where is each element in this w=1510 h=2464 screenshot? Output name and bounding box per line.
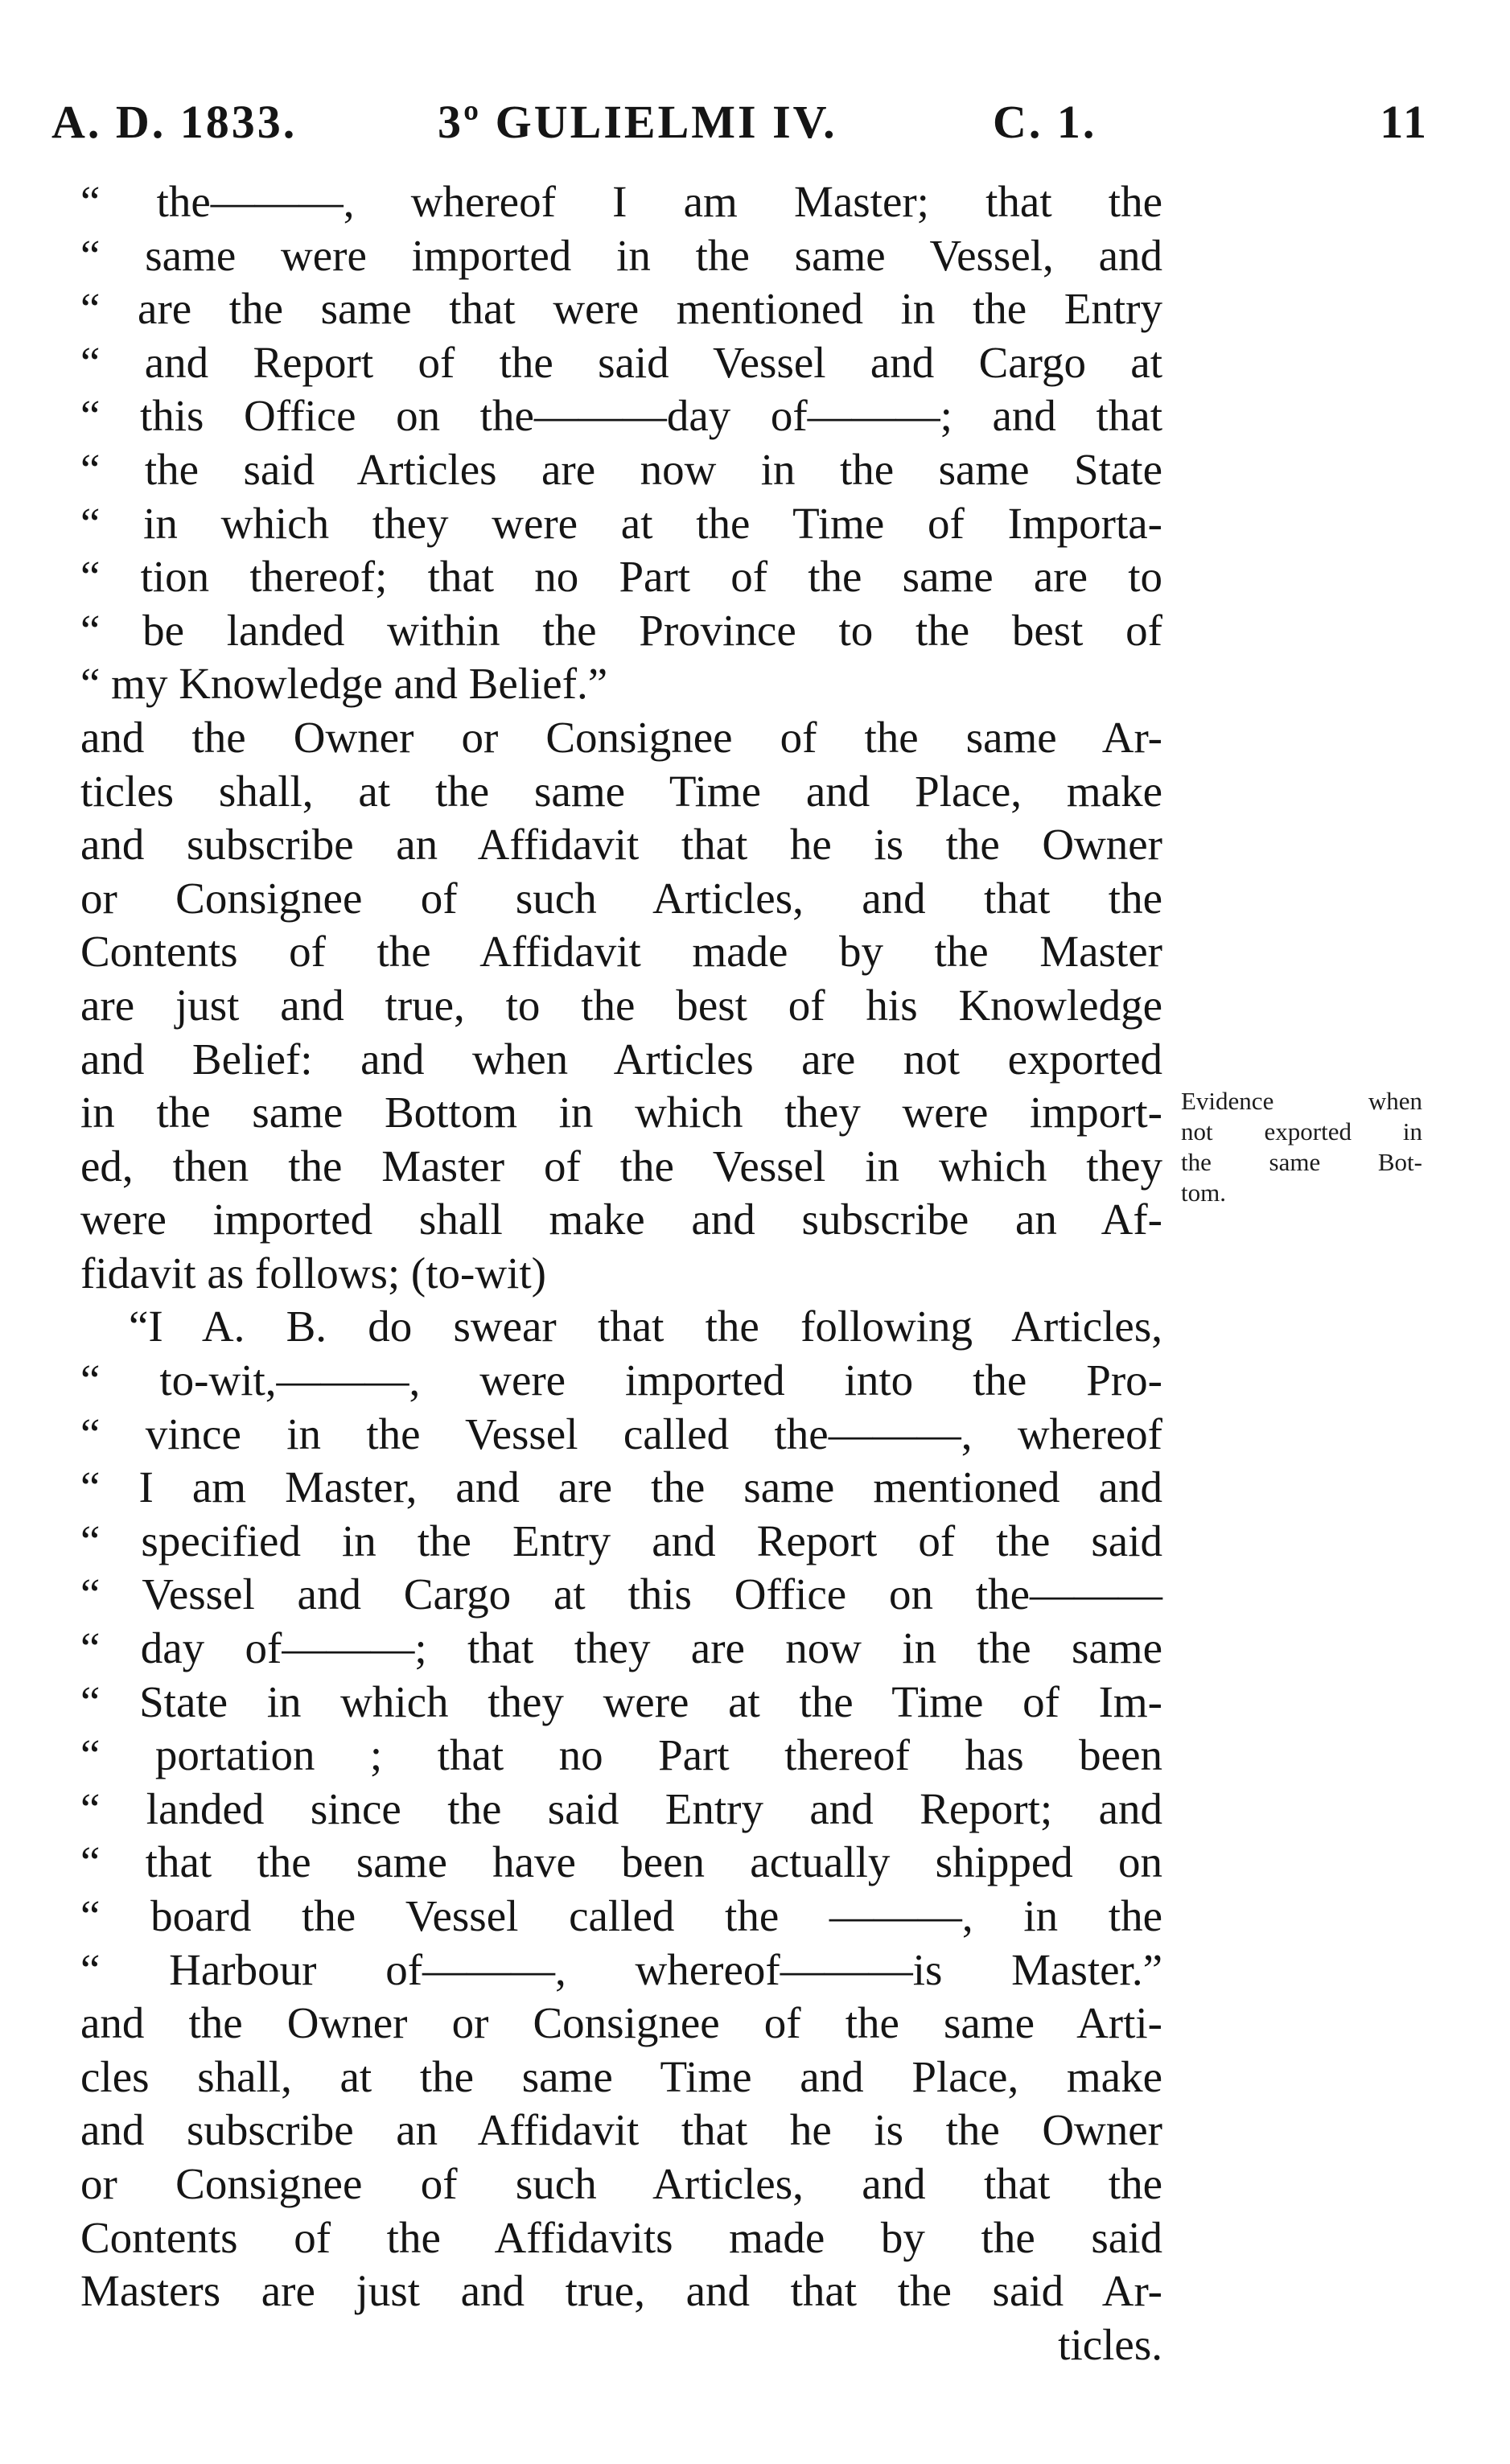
text-line: and the Owner or Consignee of the same Arti- — [80, 1998, 1162, 2048]
margin-note-line: the same Bot- — [1181, 1148, 1422, 1176]
text-line: or Consignee of such Articles, and that the — [80, 873, 1162, 923]
text-line: “ vince in the Vessel called the———, whereof — [80, 1409, 1162, 1458]
text-line: “ specified in the Entry and Report of the said — [80, 1516, 1162, 1565]
text-line: “ that the same have been actually shipped on — [80, 1837, 1162, 1887]
text-line: “ portation ; that no Part thereof has been — [80, 1730, 1162, 1780]
text-line: “ are the same that were mentioned in the Entry — [80, 284, 1162, 334]
text-line: fidavit as follows; (to-wit) — [80, 1248, 546, 1298]
text-line: or Consignee of such Articles, and that the — [80, 2158, 1162, 2208]
text-line: “ Harbour of———, whereof———is Master.” — [80, 1944, 1162, 1994]
text-line: “ State in which they were at the Time of Im- — [80, 1676, 1162, 1726]
margin-note-line: Evidence when — [1181, 1087, 1422, 1115]
text-line: “ my Knowledge and Belief.” — [80, 659, 608, 709]
header-reign: 3º GULIELMI IV. — [438, 96, 837, 148]
page-number: 11 — [1380, 96, 1429, 148]
header-year: A. D. 1833. — [51, 96, 298, 148]
text-line: “ board the Vessel called the ———, in the — [80, 1891, 1162, 1940]
text-line: “ tion thereof; that no Part of the same are to — [80, 552, 1162, 602]
text-line: “ to-wit,———, were imported into the Pro- — [80, 1355, 1162, 1405]
margin-note — [1181, 1086, 1422, 1208]
header-chapter: C. 1. — [993, 96, 1097, 148]
text-line: “ be landed within the Province to the best of — [80, 605, 1162, 655]
text-line: and subscribe an Affidavit that he is the Owner — [80, 2105, 1162, 2155]
text-line: were imported shall make and subscribe an Af- — [80, 1195, 1162, 1244]
text-line: “ Vessel and Cargo at this Office on the——— — [80, 1569, 1162, 1619]
text-line: cles shall, at the same Time and Place, make — [80, 2051, 1162, 2101]
text-line: and Belief: and when Articles are not exported — [80, 1034, 1162, 1084]
text-line: “ this Office on the———day of———; and that — [80, 391, 1162, 441]
text-line: “ same were imported in the same Vessel, and — [80, 230, 1162, 280]
margin-note-line: not exported in — [1181, 1117, 1422, 1146]
text-line: ed, then the Master of the Vessel in which they — [80, 1141, 1162, 1191]
text-line: “ day of———; that they are now in the same — [80, 1623, 1162, 1673]
text-line: and the Owner or Consignee of the same Ar- — [80, 712, 1162, 762]
text-line: ticles shall, at the same Time and Place, make — [80, 766, 1162, 816]
text-line: “ landed since the said Entry and Report; and — [80, 1783, 1162, 1833]
text-line: “ the———, whereof I am Master; that the — [80, 177, 1162, 226]
text-line: are just and true, to the best of his Knowledge — [80, 980, 1162, 1030]
text-line: “ I am Master, and are the same mentioned and — [80, 1462, 1162, 1512]
text-line: Masters are just and true, and that the said Ar- — [80, 2266, 1162, 2316]
text-line: “ in which they were at the Time of Importa- — [80, 498, 1162, 548]
text-line: Contents of the Affidavit made by the Master — [80, 927, 1162, 977]
text-line: Contents of the Affidavits made by the said — [80, 2212, 1162, 2262]
catchword: ticles. — [1058, 2319, 1162, 2369]
body-text — [80, 175, 1162, 2371]
text-line: “ the said Articles are now in the same State — [80, 444, 1162, 494]
text-line: in the same Bottom in which they were import- — [80, 1088, 1162, 1137]
margin-note-line: tom. — [1181, 1179, 1226, 1207]
text-line: and subscribe an Affidavit that he is the Owner — [80, 820, 1162, 870]
running-header — [51, 95, 1429, 159]
text-line: “ and Report of the said Vessel and Cargo at — [80, 337, 1162, 387]
text-line: “I A. B. do swear that the following Articles, — [129, 1302, 1162, 1351]
